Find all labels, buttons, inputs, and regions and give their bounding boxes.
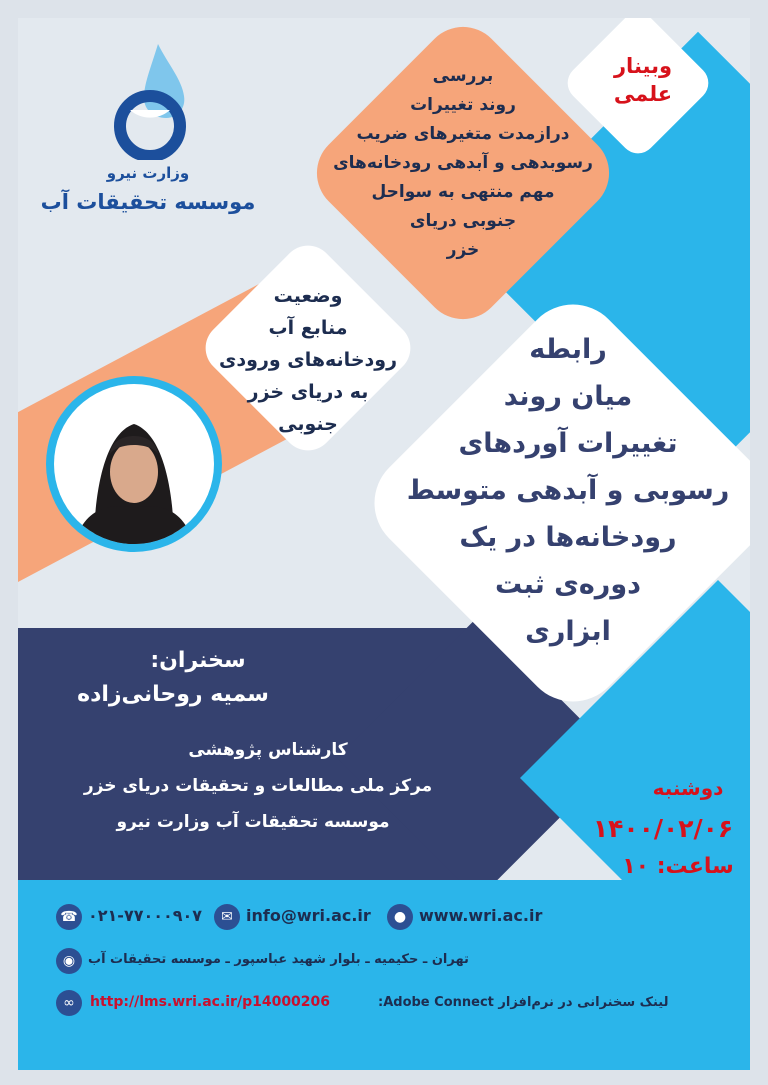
speaker-org1: مرکز ملی مطالعات و تحقیقات دریای خزر [83, 776, 433, 796]
schedule-time: ساعت: ۱۰ [622, 854, 734, 879]
ministry-label: وزارت نیرو [106, 164, 190, 182]
main-title-line: ابزاری [525, 616, 611, 647]
main-title-line: میان روند [503, 381, 633, 412]
speaker-name: سمیه روحانی‌زاده [77, 682, 269, 707]
main-title-line: دوره‌ی ثبت [494, 569, 641, 600]
webinar-badge-line2: علمی [613, 82, 673, 106]
topic1-line: مهم منتهی به سواحل [371, 182, 555, 202]
institute-name: موسسه تحقیقات آب [40, 190, 256, 214]
topic2-text [203, 280, 413, 440]
address-text: تهران ـ حکیمیه ـ بلوار شهید عباسپور ـ موسسه تحقیقات آب [88, 952, 469, 967]
topic1-line: جنوبی دریای [409, 211, 517, 231]
topic1-line: روند تغییرات [410, 95, 516, 115]
email-link[interactable]: info@wri.ac.ir [246, 906, 371, 925]
phone-number: ۰۲۱-۷۷۰۰۰۹۰۷ [88, 906, 203, 925]
topic1-line: بررسی [432, 66, 494, 86]
topic1-line: خزر [446, 240, 480, 260]
location-pin-icon: ◉ [56, 948, 82, 974]
main-title-line: تغییرات آوردهای [458, 428, 678, 459]
globe-icon: ● [387, 904, 413, 930]
poster-frame [18, 18, 750, 1070]
speaker-portrait-icon [54, 384, 214, 544]
main-title-line: رابطه [529, 334, 607, 365]
topic2-line: جنوبی [278, 413, 338, 435]
speaker-org2: موسسه تحقیقات آب وزارت نیرو [116, 812, 390, 832]
topic1-line: رسوبدهی و آبدهی رودخانه‌های [333, 153, 593, 173]
main-title-line: رودخانه‌ها در یک [459, 522, 677, 553]
topic1-line: درازمدت متغیرهای ضریب [356, 124, 570, 144]
lecture-link[interactable]: http://lms.wri.ac.ir/p14000206 [90, 994, 331, 1010]
speaker-heading: سخنران: [150, 648, 246, 673]
link-label: لینک سخنرانی در نرم‌افزار Adobe Connect: [378, 995, 669, 1010]
speaker-title: کارشناس پژوهشی [188, 740, 348, 760]
topic2-line: منابع آب [268, 317, 348, 339]
webinar-badge-line1: وبینار [613, 54, 673, 78]
topic2-line: به دریای خزر [247, 381, 369, 403]
topic1-text [313, 62, 613, 265]
email-icon: ✉ [214, 904, 240, 930]
topic2-line: رودخانه‌های ورودی [218, 349, 398, 371]
schedule-day: دوشنبه [652, 776, 724, 800]
phone-icon: ☎ [56, 904, 82, 930]
website-link[interactable]: www.wri.ac.ir [419, 906, 543, 925]
schedule-date: ۱۴۰۰/۰۲/۰۶ [592, 814, 734, 843]
main-title [388, 326, 748, 655]
topic2-line: وضعیت [273, 285, 343, 307]
speaker-photo [46, 376, 222, 552]
main-title-line: رسوبی و آبدهی متوسط [406, 475, 730, 506]
water-drop-logo-icon [110, 40, 190, 160]
link-icon: ∞ [56, 990, 82, 1016]
